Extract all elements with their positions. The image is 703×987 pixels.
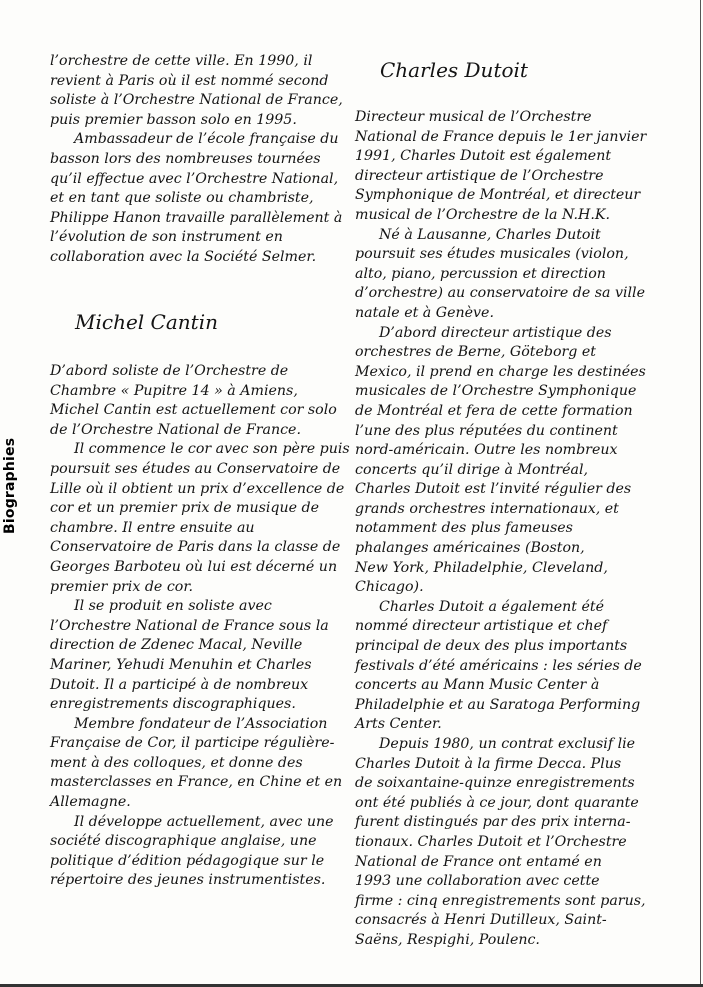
text-line: d’orchestre) au conservatoire de sa ville [355, 285, 645, 302]
text-line: Depuis 1980, un contrat exclusif lie [379, 736, 636, 752]
text-line: répertoire des jeunes instrumentistes. [50, 872, 326, 889]
text-line: l’orchestre de cette ville. En 1990, il [50, 53, 313, 69]
text-line: de l’Orchestre National de France. [50, 421, 301, 438]
dutoit-paragraph-1 [355, 108, 655, 226]
text-line: cor et un premier prix de musique de [50, 500, 320, 517]
cantin-biography [50, 362, 350, 891]
text-line: 1993 une collaboration avec cette [355, 873, 600, 890]
text-line: Philippe Hanon travaille parallèlement à [50, 209, 343, 226]
dutoit-paragraph-4 [355, 598, 655, 735]
text-line: Charles Dutoit a également été [379, 598, 604, 615]
page-edge-line [700, 0, 701, 987]
text-line: Michel Cantin est actuellement cor solo [50, 402, 337, 419]
cantin-paragraph-1 [50, 362, 342, 440]
text-line: concerts au Mann Music Center à [355, 677, 600, 694]
text-line: Philadelphie et au Saratoga Performing [355, 696, 641, 713]
cantin-paragraph-4 [50, 715, 342, 813]
dutoit-paragraph-2 [355, 226, 655, 324]
text-line: Saëns, Respighi, Poulenc. [355, 931, 540, 948]
text-line: Allemagne. [50, 794, 131, 811]
text-line: ont été publiés à ce jour, dont quarante [355, 794, 639, 811]
text-line: Symphonique de Montréal, et directeur [355, 187, 641, 204]
text-line: masterclasses en France, en Chine et en [50, 774, 343, 791]
text-line: tionaux. Charles Dutoit et l’Orchestre [355, 833, 627, 850]
cantin-heading: Michel Cantin [75, 310, 218, 334]
text-line: qu’il effectue avec l’Orchestre National, [50, 170, 339, 187]
text-line: basson lors des nombreuses tournées [50, 150, 321, 167]
text-line: phalanges américaines (Boston, [355, 540, 585, 557]
text-line: puis premier basson solo en 1995. [50, 111, 297, 128]
text-line: National de France ont entamé en [355, 853, 602, 870]
text-line: Georges Barboteu où lui est décerné un [50, 558, 338, 575]
text-line: Dutoit. Il a participé à de nombreux [50, 676, 309, 693]
text-line: Ambassadeur de l’école française du [74, 131, 339, 148]
text-line: Né à Lausanne, Charles Dutoit [379, 226, 601, 243]
text-line: revient à Paris où il est nommé second [50, 72, 329, 89]
text-line: collaboration avec la Société Selmer. [50, 248, 317, 265]
text-line: orchestres de Berne, Göteborg et [355, 344, 596, 361]
text-line: directeur artistique de l’Orchestre [355, 167, 604, 184]
text-line: soliste à l’Orchestre National de France, [50, 92, 343, 109]
text-line: Chambre « Pupitre 14 » à Amiens, [50, 382, 298, 399]
text-line: Française de Cor, il participe régulière- [50, 735, 335, 752]
text-line: Chicago). [355, 579, 424, 596]
hanon-paragraph-intro [50, 52, 342, 130]
text-line: ment à des colloques, et donne des [50, 754, 303, 771]
text-line: nord-américain. Outre les nombreux [355, 442, 618, 459]
text-line: D’abord soliste de l’Orchestre de [50, 363, 289, 379]
text-line: 1991, Charles Dutoit est également [355, 148, 612, 165]
text-line: alto, piano, percussion et direction [355, 265, 606, 282]
text-line: de soixantaine-quinze enregistrements [355, 775, 635, 792]
text-line: nommé directeur artistique et chef [355, 618, 608, 635]
text-line: Il commence le cor avec son père puis [74, 441, 350, 458]
text-line: furent distingués par des prix interna- [355, 814, 631, 831]
text-line: musical de l’Orchestre de la N.H.K. [355, 206, 610, 223]
text-line: concerts qu’il dirige à Montréal, [355, 461, 589, 478]
text-line: Directeur musical de l’Orchestre [355, 109, 592, 125]
text-line: musicales de l’Orchestre Symphonique [355, 383, 637, 400]
text-line: l’évolution de son instrument en [50, 229, 283, 246]
text-line: société discographique anglaise, une [50, 833, 317, 850]
text-line: Il développe actuellement, avec une [74, 813, 334, 830]
text-line: poursuit ses études musicales (violon, [355, 246, 629, 263]
cantin-paragraph-2 [50, 440, 350, 597]
dutoit-biography [355, 108, 655, 951]
text-line: consacrés à Henri Dutilleux, Saint- [355, 912, 607, 929]
text-line: direction de Zdenec Macal, Neville [50, 637, 303, 654]
text-line: chambre. Il entre ensuite au [50, 519, 255, 536]
dutoit-paragraph-3 [355, 324, 655, 598]
text-line: l’une des plus réputées du continent [355, 422, 618, 439]
text-line: Charles Dutoit est l’invité régulier des [355, 481, 632, 498]
text-line: Arts Center. [355, 716, 442, 733]
cantin-paragraph-3 [50, 597, 342, 715]
text-line: notamment des plus fameuses [355, 520, 573, 537]
text-line: firme : cinq enregistrements sont parus, [355, 892, 646, 909]
text-line: Il se produit en soliste avec [74, 598, 272, 615]
left-column [50, 52, 342, 268]
text-line: Membre fondateur de l’Association [74, 715, 328, 732]
text-line: l’Orchestre National de France sous la [50, 617, 329, 634]
text-line: Mariner, Yehudi Menuhin et Charles [50, 656, 312, 673]
dutoit-heading: Charles Dutoit [380, 58, 528, 82]
text-line: D’abord directeur artistique des [379, 324, 612, 341]
text-line: Conservatoire de Paris dans la classe de [50, 539, 341, 556]
text-line: principal de deux des plus importants [355, 638, 628, 655]
dutoit-paragraph-5 [355, 735, 655, 951]
text-line: National de France depuis le 1er janvier [355, 128, 647, 145]
text-line: Lille où il obtient un prix d’excellence de [50, 480, 345, 497]
text-line: natale et à Genève. [355, 304, 494, 321]
section-side-label: Biographies [2, 437, 18, 534]
text-line: New York, Philadelphie, Cleveland, [355, 559, 608, 576]
text-line: festivals d’été américains : les séries de [355, 657, 642, 674]
text-line: Charles Dutoit à la firme Decca. Plus [355, 755, 622, 772]
text-line: poursuit ses études au Conservatoire de [50, 460, 341, 477]
text-line: enregistrements discographiques. [50, 696, 296, 713]
text-line: et en tant que soliste ou chambriste, [50, 190, 314, 207]
hanon-paragraph-2 [50, 130, 342, 267]
cantin-paragraph-5 [50, 813, 342, 891]
text-line: politique d’édition pédagogique sur le [50, 852, 325, 869]
text-line: premier prix de cor. [50, 578, 194, 595]
text-line: Mexico, il prend en charge les destinées [355, 363, 646, 380]
text-line: de Montréal et fera de cette formation [355, 402, 633, 419]
text-line: grands orchestres internationaux, et [355, 500, 619, 517]
